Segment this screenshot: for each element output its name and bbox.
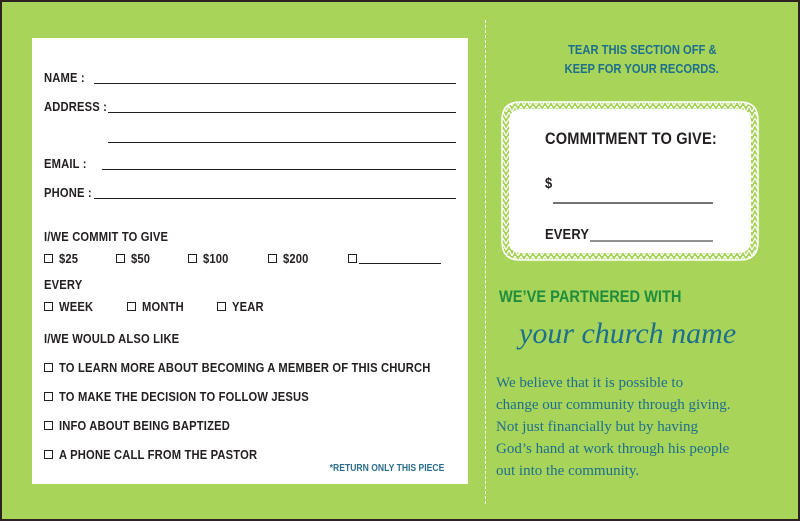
tear-line: [485, 20, 486, 504]
tear-line-1: TEAR THIS SECTION OFF &: [567, 42, 717, 57]
amount-label: $25: [59, 251, 79, 266]
name-label: NAME :: [44, 70, 85, 85]
checkbox-icon[interactable]: [116, 254, 125, 263]
blurb-line: God’s hand at work through his people: [496, 441, 730, 457]
amount-option-100[interactable]: [188, 251, 268, 266]
also-heading-row: [44, 331, 201, 346]
commit-heading: I/WE COMMIT TO GIVE: [44, 229, 169, 244]
address-label: ADDRESS :: [44, 99, 108, 114]
tear-instructions: [492, 40, 792, 78]
checkbox-icon[interactable]: [44, 450, 53, 459]
frequency-label: MONTH: [142, 299, 184, 314]
also-option-follow-jesus[interactable]: [44, 389, 350, 404]
blurb-line: We believe that it is possible to: [496, 375, 684, 391]
amount-option-25[interactable]: [44, 251, 116, 266]
email-field[interactable]: [102, 169, 456, 170]
also-option-phone-call[interactable]: [44, 447, 289, 462]
frequency-option-month[interactable]: [127, 299, 217, 314]
frequency-label: YEAR: [232, 299, 264, 314]
checkbox-icon[interactable]: [348, 254, 357, 263]
also-option-label: A PHONE CALL FROM THE PASTOR: [59, 447, 258, 462]
amount-options: [44, 251, 441, 266]
frequency-label: WEEK: [59, 299, 94, 314]
amount-option-200[interactable]: [268, 251, 348, 266]
every-heading: EVERY: [44, 277, 83, 292]
checkbox-icon[interactable]: [127, 302, 136, 311]
other-amount-field[interactable]: [359, 254, 441, 264]
partnered-heading: WE’VE PARTNERED WITH: [499, 287, 682, 306]
commitment-box: [500, 100, 760, 262]
also-option-member[interactable]: [44, 360, 491, 375]
checkbox-icon[interactable]: [44, 254, 53, 263]
checkbox-icon[interactable]: [44, 421, 53, 430]
dollar-label: $: [545, 175, 553, 192]
name-row: [44, 70, 91, 85]
email-label: EMAIL :: [44, 156, 87, 171]
checkbox-icon[interactable]: [44, 363, 53, 372]
tear-line-2: KEEP FOR YOUR RECORDS.: [564, 61, 720, 76]
frequency-option-year[interactable]: [217, 299, 269, 314]
phone-label: PHONE :: [44, 185, 92, 200]
checkbox-icon[interactable]: [217, 302, 226, 311]
blurb-line: Not just financially but by having: [496, 419, 699, 435]
checkbox-icon[interactable]: [44, 302, 53, 311]
commitment-title: COMMITMENT TO GIVE:: [545, 129, 717, 148]
checkbox-icon[interactable]: [44, 392, 53, 401]
amount-label: $100: [203, 251, 229, 266]
commit-heading-row: [44, 229, 188, 244]
also-option-baptized[interactable]: [44, 418, 258, 433]
phone-field[interactable]: [94, 198, 456, 199]
also-option-label: TO MAKE THE DECISION TO FOLLOW JESUS: [59, 389, 309, 404]
name-field[interactable]: [94, 83, 456, 84]
checkbox-icon[interactable]: [268, 254, 277, 263]
amount-option-50[interactable]: [116, 251, 188, 266]
address-row: [44, 99, 117, 114]
also-option-label: INFO ABOUT BEING BAPTIZED: [59, 418, 230, 433]
every-heading-row: [44, 277, 89, 292]
blurb-line: change our community through giving.: [496, 397, 731, 413]
address-field-line1[interactable]: [108, 112, 456, 113]
amount-label: $200: [283, 251, 309, 266]
frequency-option-week[interactable]: [44, 299, 127, 314]
every-label: EVERY: [545, 226, 590, 243]
email-row: [44, 156, 94, 171]
amount-label: $50: [131, 251, 151, 266]
also-heading: I/WE WOULD ALSO LIKE: [44, 331, 180, 346]
return-note: *RETURN ONLY THIS PIECE: [329, 463, 444, 474]
blurb-line: out into the community.: [496, 463, 640, 479]
return-form-panel: [32, 38, 468, 484]
mission-blurb: [496, 372, 786, 482]
phone-row: [44, 185, 100, 200]
frequency-options: [44, 299, 269, 314]
amount-option-other[interactable]: [348, 254, 441, 264]
checkbox-icon[interactable]: [188, 254, 197, 263]
also-option-label: TO LEARN MORE ABOUT BECOMING A MEMBER OF THIS CHURCH: [59, 360, 431, 375]
church-name: your church name: [519, 317, 737, 350]
address-field-line2[interactable]: [108, 142, 456, 143]
